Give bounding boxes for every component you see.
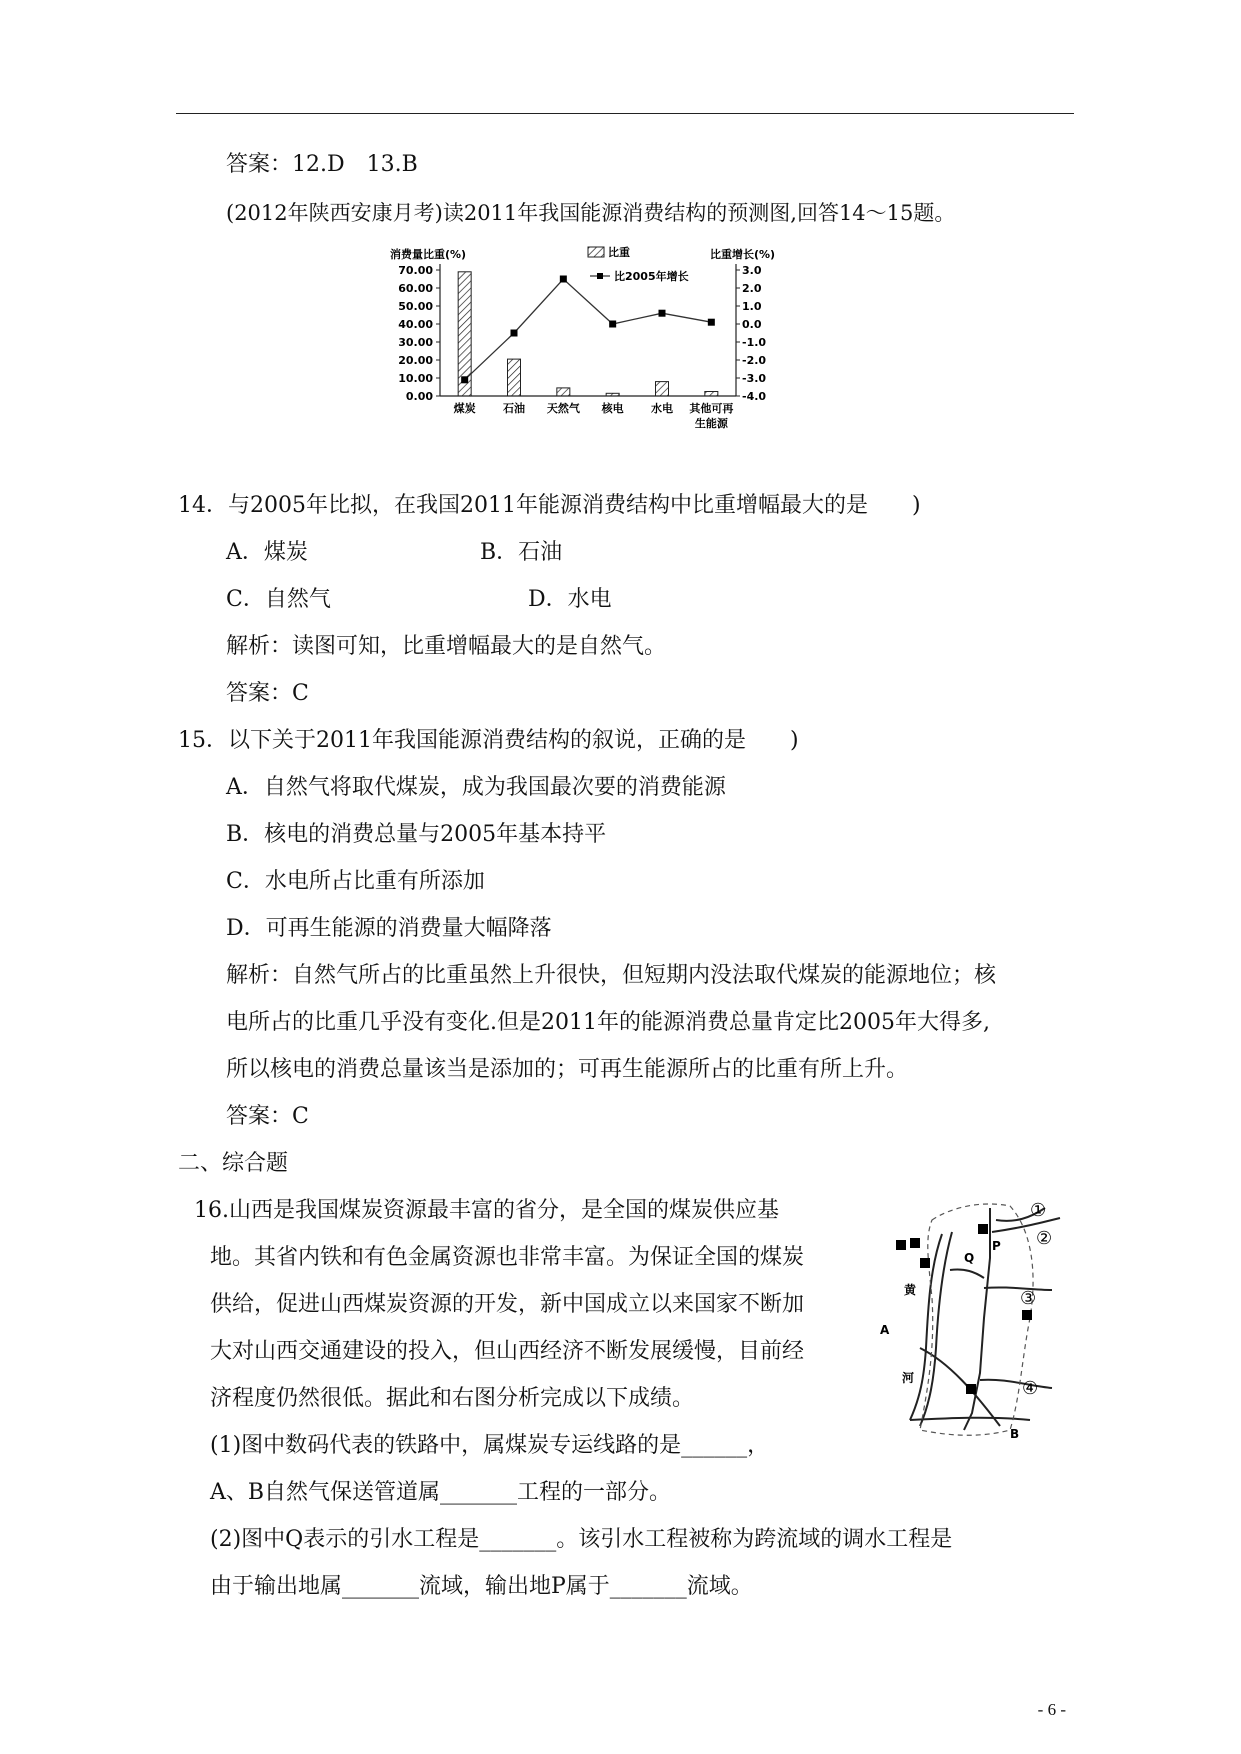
right-tick-label: 2.0	[742, 282, 762, 295]
growth-point-1	[461, 376, 468, 383]
map-label-1: ①	[1030, 1200, 1047, 1221]
growth-point-4	[609, 321, 616, 328]
growth-line	[465, 279, 712, 380]
bar-3	[557, 388, 570, 396]
legend-line-marker	[597, 273, 603, 279]
q14-answer: 答案：C	[226, 681, 309, 706]
legend-bar-swatch	[588, 247, 604, 257]
right-tick-label: -3.0	[742, 372, 767, 385]
map-label-huang: 黄	[904, 1283, 917, 1297]
mine-marker-1	[896, 1240, 906, 1250]
section-heading-2: 二、综合题	[178, 1151, 289, 1176]
bar-2	[508, 359, 521, 396]
category-label: 水电	[651, 402, 673, 415]
growth-point-2	[511, 330, 518, 337]
q14-analysis: 解析：读图可知，比重增幅最大的是自然气。	[226, 634, 667, 659]
bar-6	[705, 392, 718, 397]
right-tick-label: -2.0	[742, 354, 767, 367]
q15-answer: 答案：C	[226, 1104, 309, 1129]
bar-4	[606, 393, 619, 396]
map-label-4: ④	[1022, 1378, 1039, 1399]
legend-bar-label: 比重	[608, 246, 630, 259]
railway-4	[980, 1380, 1052, 1388]
growth-point-5	[659, 310, 666, 317]
right-tick-label: -1.0	[742, 336, 767, 349]
growth-point-3	[560, 276, 567, 283]
mine-marker-6	[966, 1384, 976, 1394]
mine-marker-4	[978, 1224, 988, 1234]
q16-line-1: 16.山西是我国煤炭资源最丰富的省分，是全国的煤炭供应基	[194, 1198, 779, 1223]
railway-3	[984, 1287, 1052, 1290]
q14-option-c: C．自然气	[226, 587, 331, 612]
q15-option-a: A．自然气将取代煤炭，成为我国最次要的消费能源	[226, 775, 726, 800]
left-tick-label: 60.00	[398, 282, 433, 295]
left-tick-label: 20.00	[398, 354, 433, 367]
q15-analysis-line-3: 所以核电的消费总量该当是添加的；可再生能源所占的比重有所上升。	[226, 1057, 909, 1082]
q14-option-a: A．煤炭	[226, 540, 308, 565]
mine-marker-5	[1022, 1310, 1032, 1320]
q15-option-d: D．可再生能源的消费量大幅降落	[226, 916, 552, 941]
shanxi-map	[880, 1198, 1080, 1448]
left-tick-label: 50.00	[398, 300, 433, 313]
right-axis-title: 比重增长(%)	[710, 248, 776, 261]
railway-spur	[950, 1269, 984, 1278]
category-label-line2: 生能源	[694, 417, 728, 430]
q16-part2-line-2: 由于输出地属_______流域，输出地P属于_______流域。	[210, 1574, 753, 1599]
page-number: - 6 -	[1037, 1700, 1066, 1719]
map-label-he: 河	[902, 1371, 915, 1385]
map-letter-q: Q	[964, 1251, 975, 1265]
q16-part1-line-1: (1)图中数码代表的铁路中，属煤炭专运线路的是______，	[210, 1433, 770, 1458]
mine-marker-3	[920, 1258, 930, 1268]
q14-option-d: D．水电	[528, 587, 612, 612]
bar-5	[656, 382, 669, 396]
q16-part2-line-1: (2)图中Q表示的引水工程是_______。该引水工程被称为跨流域的调水工程是	[210, 1527, 953, 1552]
legend-line-label: 比2005年增长	[614, 270, 689, 283]
left-tick-label: 40.00	[398, 318, 433, 331]
answer-12-13: 答案：12.D 13.B	[226, 152, 418, 177]
mine-marker-2	[910, 1238, 920, 1248]
q15-analysis-line-2: 电所占的比重几乎没有变化.但是2011年的能源消费总量肯定比2005年大得多,	[226, 1010, 990, 1035]
left-axis-title: 消费量比重(%)	[390, 248, 467, 261]
left-tick-label: 30.00	[398, 336, 433, 349]
right-tick-label: 3.0	[742, 264, 762, 277]
q15-analysis-line-1: 解析：自然气所占的比重虽然上升很快，但短期内没法取代煤炭的能源地位；核	[226, 963, 997, 988]
q16-part1-line-2: A、B自然气保送管道属_______工程的一部分。	[210, 1480, 672, 1505]
right-tick-label: 0.0	[742, 318, 762, 331]
growth-point-6	[708, 319, 715, 326]
q16-line-3: 供给，促进山西煤炭资源的开发，新中国成立以来国家不断加	[210, 1292, 805, 1317]
header-rule	[176, 113, 1074, 114]
category-label: 石油	[503, 402, 525, 415]
q14-option-b: B．石油	[480, 540, 563, 565]
q16-line-4: 大对山西交通建设的投入，但山西经济不断发展缓慢，目前经	[210, 1339, 805, 1364]
intro-14-15: (2012年陕西安康月考)读2011年我国能源消费结构的预测图,回答14～15题。	[226, 201, 956, 225]
q15-option-c: C．水电所占比重有所添加	[226, 869, 485, 894]
category-label: 天然气	[546, 402, 580, 415]
q16-line-2: 地。其省内铁和有色金属资源也非常丰富。为保证全国的煤炭	[210, 1245, 805, 1270]
q16-line-5: 济程度仍然很低。据此和右图分析完成以下成绩。	[210, 1386, 695, 1411]
category-label: 煤炭	[453, 402, 476, 415]
category-label: 核电	[601, 402, 624, 415]
map-letter-a: A	[880, 1323, 890, 1337]
left-tick-label: 0.00	[405, 390, 433, 403]
question-14: 14．与2005年比拟，在我国2011年能源消费结构中比重增幅最大的是 )	[178, 493, 921, 518]
map-label-3: ③	[1020, 1288, 1037, 1309]
map-label-2: ②	[1036, 1228, 1053, 1249]
map-letter-b: B	[1010, 1427, 1020, 1441]
energy-chart	[380, 244, 860, 474]
right-tick-label: -4.0	[742, 390, 767, 403]
question-15: 15．以下关于2011年我国能源消费结构的叙说，正确的是 )	[178, 728, 799, 753]
q15-option-b: B．核电的消费总量与2005年基本持平	[226, 822, 607, 847]
map-letter-p: P	[992, 1239, 1001, 1253]
left-tick-label: 70.00	[398, 264, 433, 277]
left-tick-label: 10.00	[398, 372, 433, 385]
category-label: 其他可再	[689, 402, 734, 415]
right-tick-label: 1.0	[742, 300, 762, 313]
